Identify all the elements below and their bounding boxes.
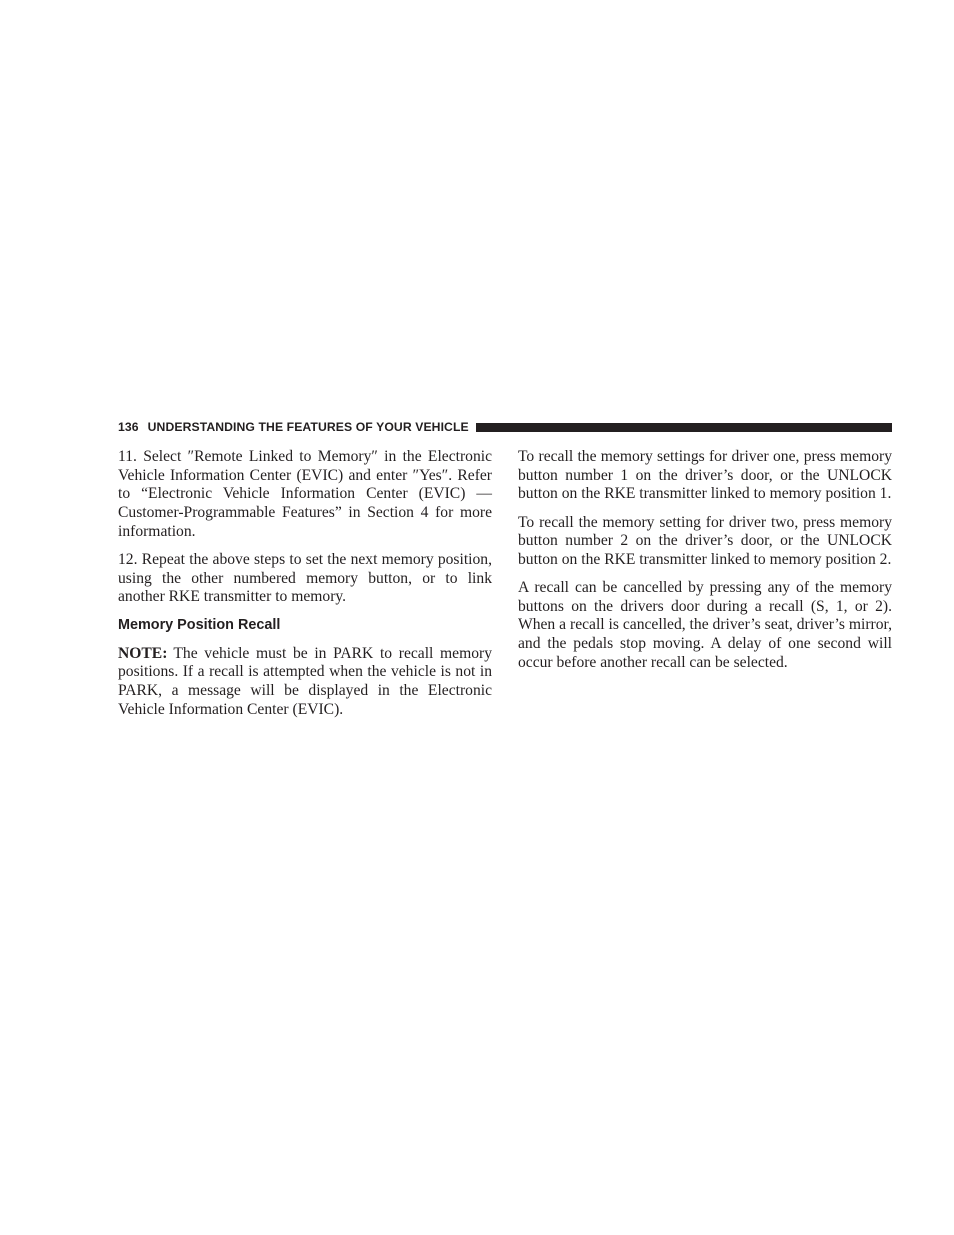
memory-position-recall-heading: Memory Position Recall (118, 617, 281, 634)
note-label: NOTE: (118, 644, 168, 662)
note-text: The vehicle must be in PARK to recall memory positions. If a recall is attempted when the vehicle is not in PARK, a message will be displayed in the Electronic Vehicle Information Center (EVIC). (118, 644, 492, 718)
left-column (118, 448, 492, 729)
right-column (518, 448, 892, 682)
page-number: 136 (118, 420, 139, 434)
page-header (118, 419, 892, 435)
cancel-recall-paragraph: A recall can be cancelled by pressing any of the memory buttons on the drivers door during a recall (S, 1, or 2). When a recall is cancelled, the driver’s seat, driver’s mirror, and the pedals stop moving. A delay of one second will occur before another recall can be selected. (518, 579, 892, 671)
note-paragraph (118, 645, 492, 720)
step-11-paragraph: 11. Select ″Remote Linked to Memory″ in the Electronic Vehicle Information Center (EVIC) and enter ″Yes″. Refer to “Electronic Vehicle Information Center (EVIC) — Customer-Programmable Features” in Section 4 for more information. (118, 448, 492, 540)
driver-two-paragraph: To recall the memory setting for driver two, press memory button number 2 on the driver’s door, or the UNLOCK button on the RKE transmitter linked to memory position 2. (518, 513, 892, 568)
header-rule (476, 423, 892, 432)
header-text (118, 419, 469, 435)
driver-one-paragraph: To recall the memory settings for driver one, press memory button number 1 on the driver’s door, or the UNLOCK button on the RKE transmitter linked to memory position 1. (518, 448, 892, 503)
step-12-paragraph: 12. Repeat the above steps to set the next memory position, using the other numbered memory button, or to link another RKE transmitter to memory. (118, 550, 492, 606)
section-title: UNDERSTANDING THE FEATURES OF YOUR VEHICLE (147, 420, 469, 434)
